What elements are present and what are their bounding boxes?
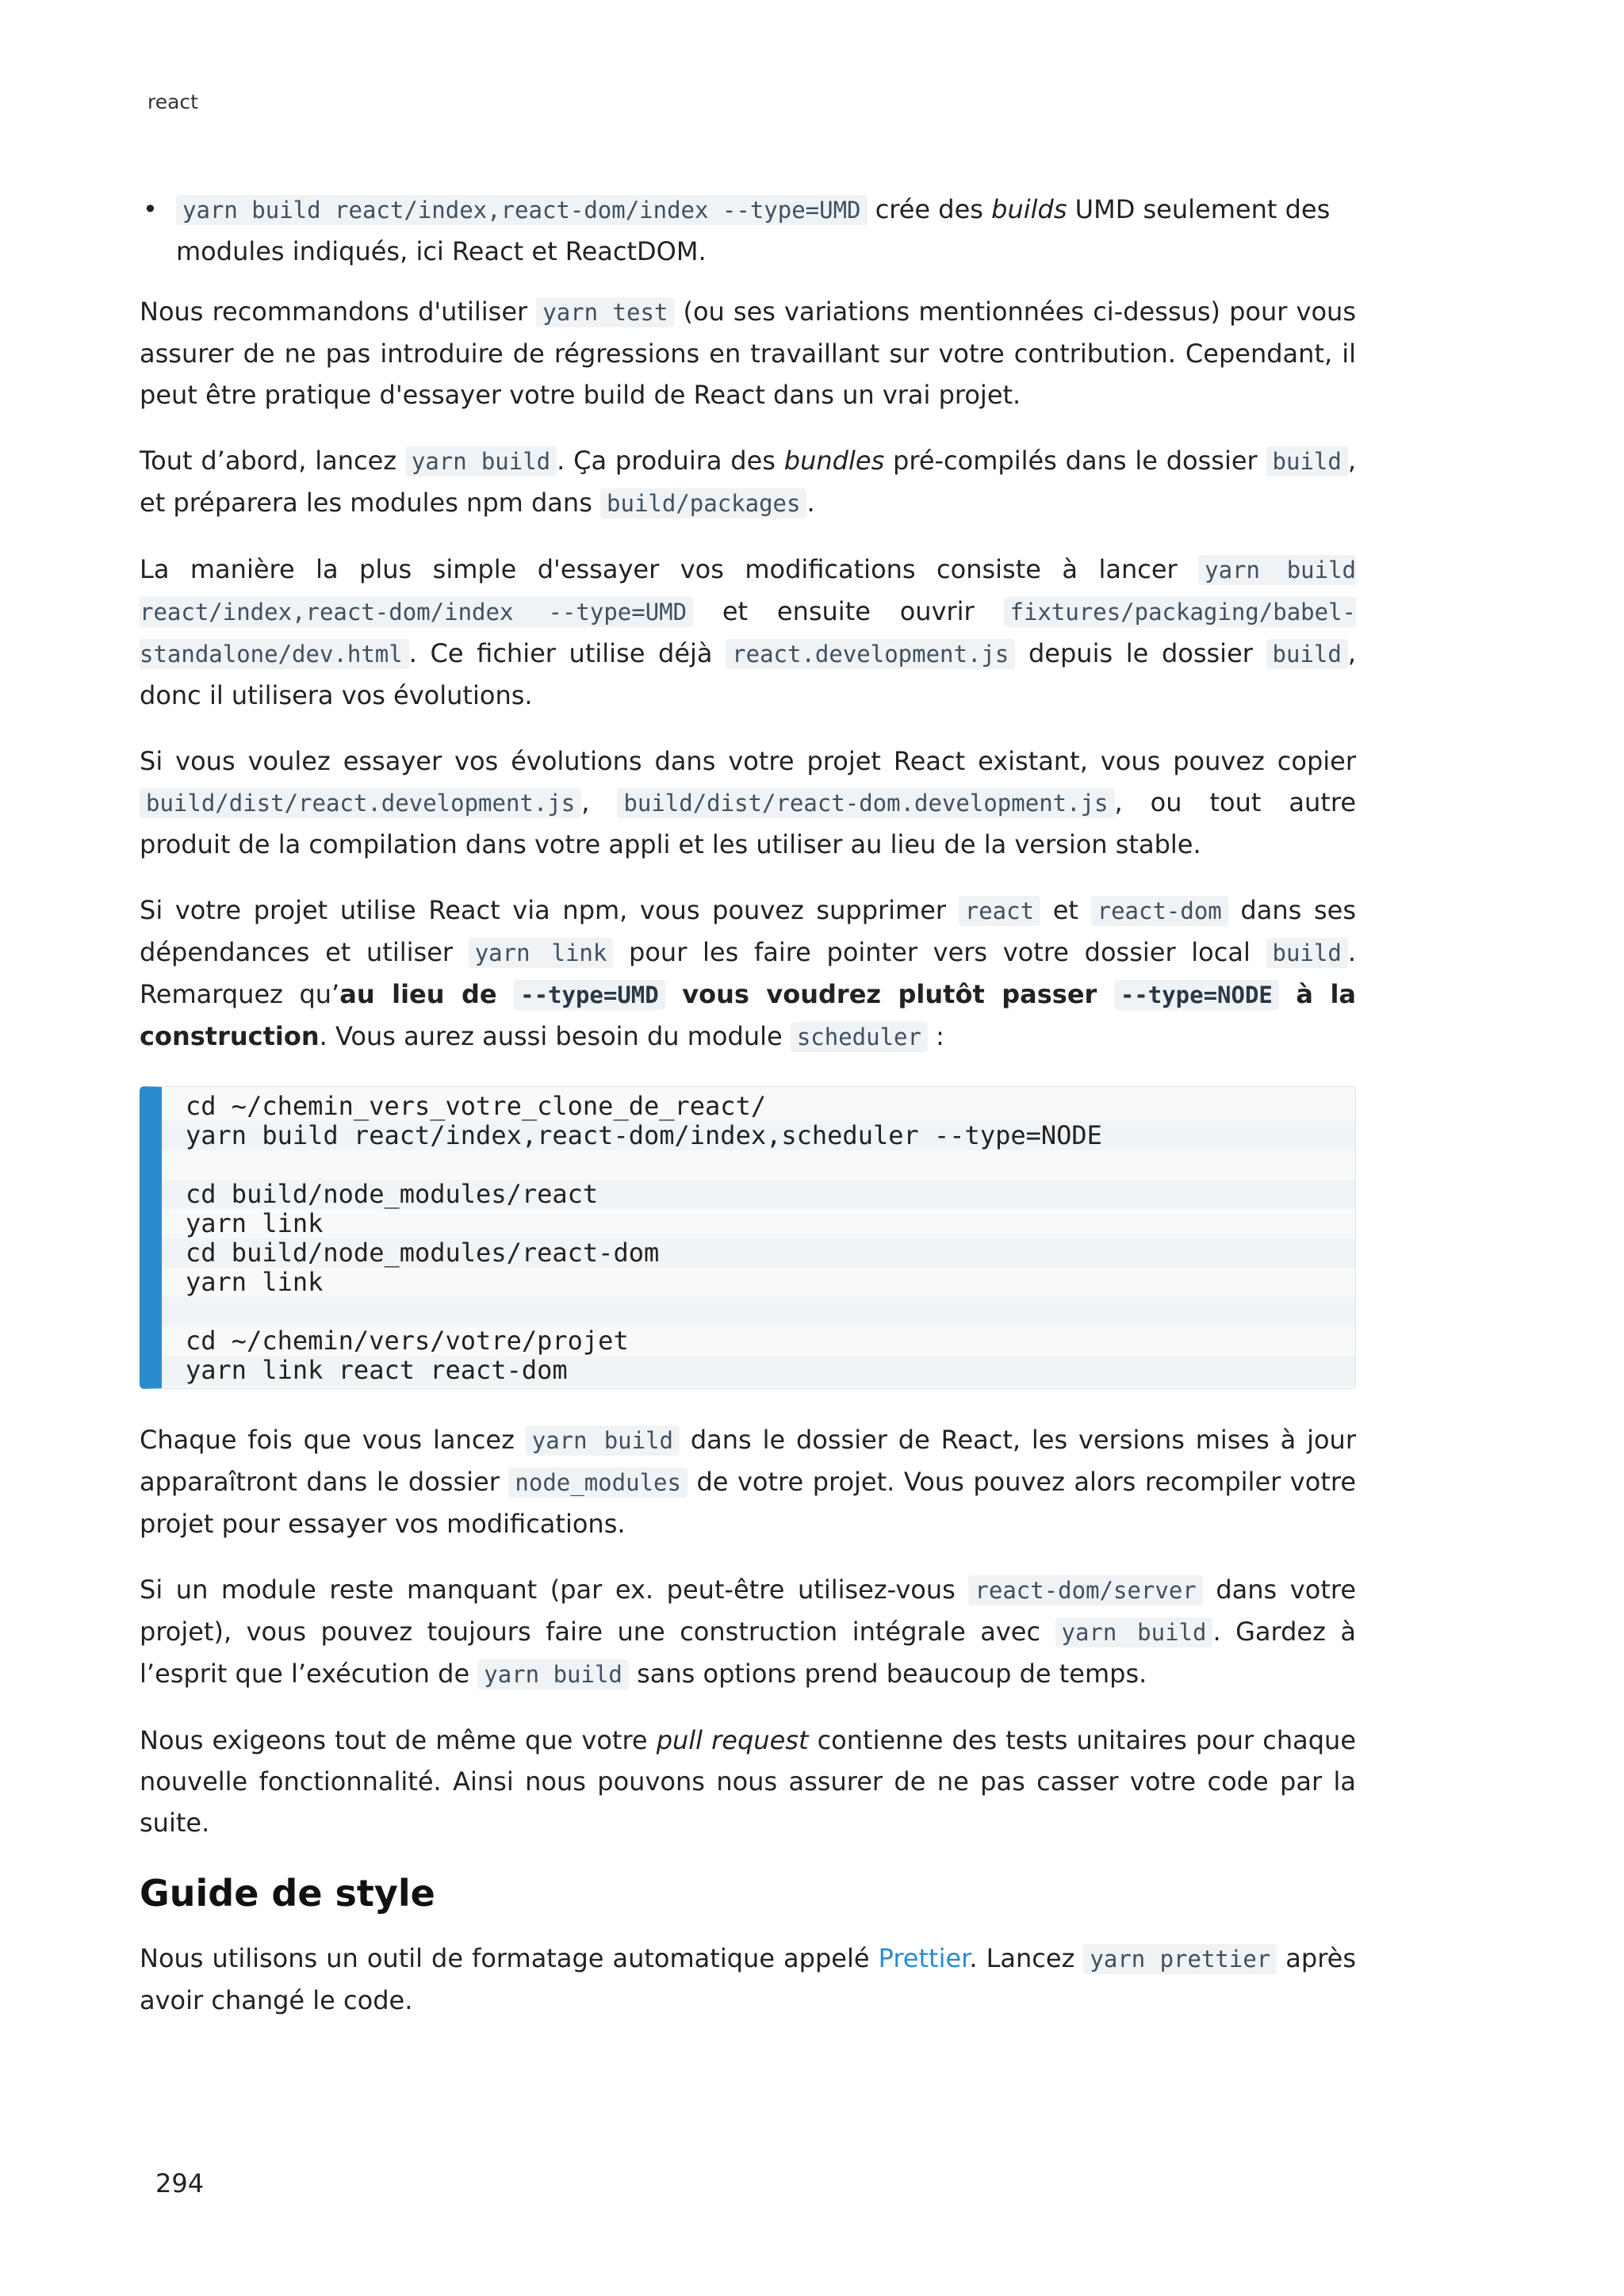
text: depuis le dossier bbox=[1015, 638, 1266, 668]
inline-code: react.development.js bbox=[726, 639, 1015, 669]
inline-code: yarn build react/index,react-dom/index --type=UMD bbox=[176, 195, 868, 225]
paragraph-existing-project bbox=[140, 740, 1356, 865]
text: dans ses dépendances et utiliser bbox=[140, 895, 1357, 967]
paragraph-node-modules bbox=[140, 1419, 1356, 1544]
code-line bbox=[162, 1297, 1355, 1326]
text: . bbox=[806, 488, 815, 518]
inline-code: build bbox=[1266, 446, 1348, 476]
text: après avoir changé le code. bbox=[140, 1943, 1357, 2015]
text: . Ce fichier utilise déjà bbox=[408, 638, 726, 668]
inline-code: yarn build bbox=[405, 446, 557, 476]
text: . Remarquez qu’ bbox=[140, 937, 1356, 1009]
text: vous voudrez plutôt passer bbox=[665, 979, 1114, 1009]
code-line: yarn link bbox=[186, 1267, 324, 1297]
text: et bbox=[1040, 895, 1091, 925]
page-number: 294 bbox=[155, 2168, 205, 2198]
code-block bbox=[140, 1086, 1356, 1389]
paragraph-unit-tests bbox=[140, 1720, 1356, 1843]
inline-code: yarn prettier bbox=[1083, 1944, 1277, 1974]
code-line: cd build/node_modules/react bbox=[162, 1180, 1355, 1209]
text: Nous utilisons un outil de formatage automatique appelé bbox=[140, 1943, 879, 1973]
text: . Ça produira des bbox=[557, 446, 784, 476]
emphasis: bundles bbox=[783, 446, 885, 476]
paragraph-build bbox=[140, 440, 1356, 524]
inline-code: build/dist/react-dom.development.js bbox=[617, 788, 1114, 818]
bullet-list bbox=[140, 189, 1356, 272]
text: Nous exigeons tout de même que votre bbox=[140, 1725, 657, 1755]
text: Si votre projet utilise React via npm, vous pouvez supprimer bbox=[140, 895, 959, 925]
list-item bbox=[140, 189, 1356, 272]
paragraph-tests bbox=[140, 291, 1356, 415]
text: au lieu de bbox=[339, 979, 515, 1009]
text: Si un module reste manquant (par ex. peut-être utilisez-vous bbox=[140, 1575, 969, 1605]
inline-code: --type=NODE bbox=[1114, 980, 1279, 1010]
code-line: cd ~/chemin_vers_votre_clone_de_react/ bbox=[186, 1091, 767, 1121]
inline-code: yarn link bbox=[469, 938, 614, 968]
inline-code: yarn test bbox=[536, 297, 674, 327]
text: . Lancez bbox=[969, 1943, 1084, 1973]
text: et ensuite ouvrir bbox=[693, 596, 1004, 626]
inline-code: react bbox=[959, 896, 1040, 926]
inline-code: yarn build bbox=[477, 1659, 629, 1689]
text: Nous recommandons d'utiliser bbox=[140, 297, 537, 327]
text: Si vous voulez essayer vos évolutions dans votre projet React existant, vous pouvez copier bbox=[140, 746, 1356, 776]
text: Chaque fois que vous lancez bbox=[140, 1425, 526, 1455]
code-line: cd ~/chemin/vers/votre/projet bbox=[186, 1326, 629, 1356]
prettier-link[interactable]: Prettier bbox=[878, 1943, 970, 1973]
emphasis: pull request bbox=[656, 1725, 809, 1755]
text: UMD seulement des modules indiqués, ici React et ReactDOM. bbox=[176, 194, 1331, 266]
text: dans votre projet), vous pouvez toujours faire une construction intégrale avec bbox=[140, 1575, 1357, 1647]
text: : bbox=[927, 1021, 944, 1051]
text: , et préparera les modules npm dans bbox=[140, 446, 1357, 518]
code-line: yarn link react react-dom bbox=[162, 1356, 1355, 1385]
text: . Vous aurez aussi besoin du module bbox=[319, 1021, 791, 1051]
page-content bbox=[140, 189, 1356, 2045]
text: pré-compilés dans le dossier bbox=[884, 446, 1266, 476]
text: , donc il utilisera vos évolutions. bbox=[140, 638, 1357, 710]
text: de votre projet. Vous pouvez alors recompiler votre projet pour essayer vos modifications. bbox=[140, 1467, 1357, 1539]
text: crée des bbox=[867, 194, 992, 224]
code-line: yarn build react/index,react-dom/index,scheduler --type=NODE bbox=[162, 1121, 1355, 1150]
text: pour les faire pointer vers votre dossier local bbox=[613, 937, 1266, 967]
inline-code: scheduler bbox=[791, 1022, 928, 1052]
text: dans le dossier de React, les versions mises à jour apparaîtront dans le dossier bbox=[140, 1425, 1356, 1497]
paragraph-prettier bbox=[140, 1938, 1356, 2021]
inline-code: yarn build bbox=[526, 1425, 680, 1456]
inline-code: build/packages bbox=[600, 488, 806, 519]
text: La manière la plus simple d'essayer vos modifications consiste à lancer bbox=[140, 554, 1199, 584]
inline-code: build/dist/react.development.js bbox=[140, 788, 581, 818]
inline-code: node_modules bbox=[508, 1468, 688, 1498]
text: contienne des tests unitaires pour chaque nouvelle fonctionnalité. Ainsi nous pouvons nous assurer de ne pas casser votre code par la suite. bbox=[140, 1725, 1357, 1838]
code-line: yarn link bbox=[186, 1208, 324, 1238]
text: sans options prend beaucoup de temps. bbox=[628, 1659, 1147, 1689]
text: à la construction bbox=[140, 979, 1357, 1051]
code-line bbox=[162, 1150, 1355, 1180]
text: Tout d’abord, lancez bbox=[140, 446, 405, 476]
inline-code: fixtures/packaging/babel-standalone/dev.html bbox=[140, 599, 1356, 668]
text: . Gardez à l’esprit que l’exécution de bbox=[140, 1617, 1356, 1689]
code-line: cd build/node_modules/react-dom bbox=[162, 1238, 1355, 1268]
paragraph-missing-module bbox=[140, 1569, 1356, 1695]
inline-code: build bbox=[1266, 938, 1348, 968]
inline-code: --type=UMD bbox=[514, 980, 665, 1010]
inline-code: react-dom bbox=[1091, 896, 1228, 926]
emphasis: builds bbox=[991, 194, 1067, 224]
section-heading: Guide de style bbox=[140, 1872, 435, 1915]
paragraph-simple-test bbox=[140, 549, 1356, 716]
paragraph-npm-link bbox=[140, 890, 1356, 1058]
inline-code: build bbox=[1266, 639, 1348, 669]
text: (ou ses variations mentionnées ci-dessus) pour vous assurer de ne pas introduire de régressions en travaillant sur votre contribution. Cependant, il peut être pratique d'essayer votre build de React dans un vrai projet. bbox=[140, 297, 1357, 410]
text: , bbox=[581, 787, 618, 817]
text: , ou tout autre produit de la compilation dans votre appli et les utiliser au lieu de la version stable. bbox=[140, 787, 1357, 859]
inline-code: yarn build react/index,react-dom/index --type=UMD bbox=[140, 557, 1356, 626]
inline-code: react-dom/server bbox=[968, 1575, 1202, 1605]
running-header: react bbox=[147, 90, 198, 113]
inline-code: yarn build bbox=[1055, 1617, 1213, 1647]
